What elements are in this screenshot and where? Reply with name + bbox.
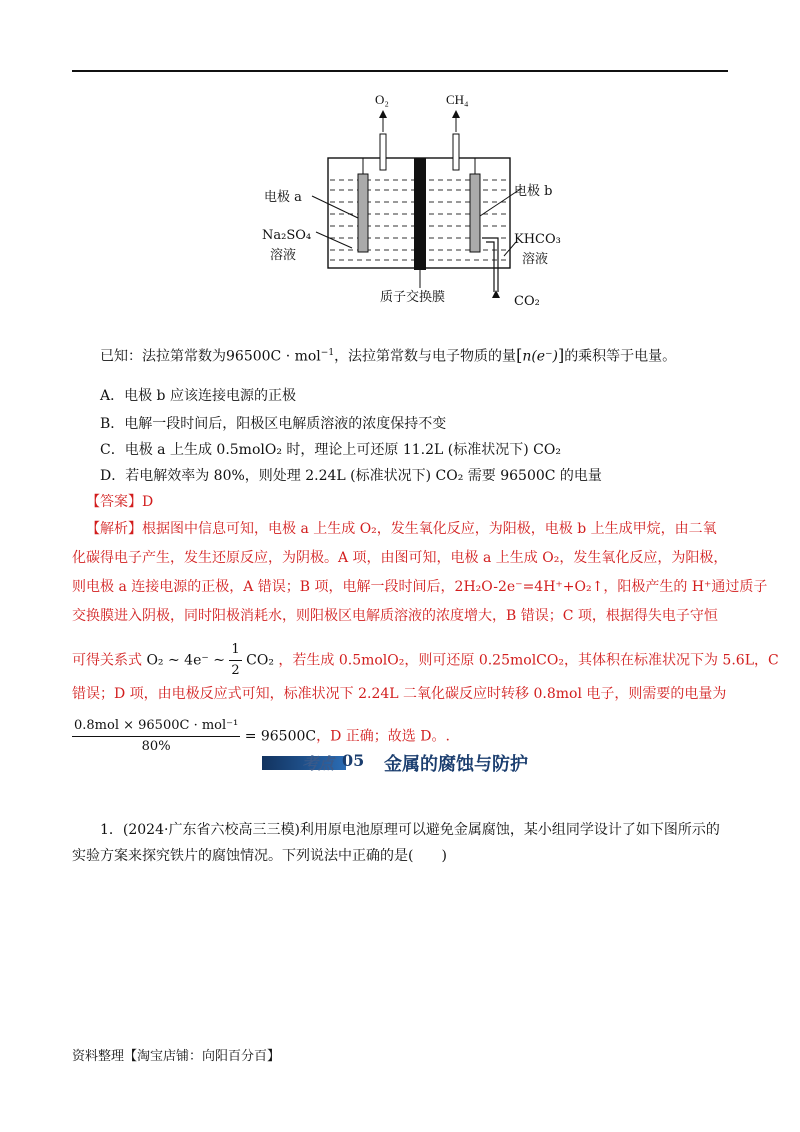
electrode-b: [470, 174, 480, 252]
analysis-line-7: $\frac{\text{0.8mol × 96500C · mol⁻¹}}{80\%}$ = 96500C，D 正确；故选 D。.: [74, 718, 450, 754]
option-b: B．电解一段时间后，阳极区电解质溶液的浓度保持不变: [100, 416, 447, 432]
heading-kaodian: 考点: [302, 754, 335, 773]
label-o2: O₂: [375, 92, 389, 107]
analysis-line-2: 化碳得电子产生，发生还原反应，为阴极。A 项，由图可知，电极 a 上生成 O₂，发生氧化反应，为阳极，: [72, 550, 728, 566]
label-electrode-a: 电极 a: [264, 190, 302, 205]
membrane: [414, 158, 426, 270]
label-co2: CO₂: [514, 294, 540, 309]
option-c: C．电极 a 上生成 0.5molO₂ 时，理论上可还原 11.2L (标准状况下) CO₂: [100, 442, 561, 458]
label-ch4: CH₄: [446, 92, 469, 107]
label-solution-left: 溶液: [270, 248, 297, 263]
answer: 【答案】D: [86, 494, 154, 510]
known-line: 已知：法拉第常数为96500C · mol$^{-1}$，法拉第常数与电子物质的量[n(e⁻)]的乘积等于电量。: [100, 345, 677, 365]
heading-number: 05: [342, 751, 365, 770]
electrolysis-cell-drawing: [260, 92, 560, 314]
label-na2so4: Na₂SO₄: [262, 228, 312, 243]
label-electrode-b: 电极 b: [514, 184, 553, 199]
electrolysis-diagram: [260, 92, 560, 314]
question-line-2: 实验方案来探究铁片的腐蚀情况。下列说法中正确的是( ): [72, 848, 447, 864]
section-heading: [262, 748, 562, 778]
option-a: A．电极 b 应该连接电源的正极: [100, 388, 296, 404]
label-solution-right: 溶液: [522, 252, 549, 267]
label-khco3: KHCO₃: [514, 232, 561, 247]
label-membrane: 质子交换膜: [380, 290, 446, 305]
analysis-line-6: 错误；D 项，由电极反应式可知，标准状况下 2.24L 二氧化碳反应时转移 0.8mol 电子，则需要的电量为: [72, 686, 727, 702]
analysis-line-3: 则电极 a 连接电源的正极，A 错误；B 项，电解一段时间后，2H₂O-2e⁻=4H⁺+O₂↑，阳极产生的 H⁺通过质子: [72, 579, 768, 595]
analysis-line-5: 可得关系式 O₂ ~ 4e⁻ ~ $\frac{1}{2}$ CO₂ ，若生成 0.5molO₂，则可还原 0.25molCO₂，其体积在标准状况下为 5.6L，C: [72, 642, 779, 678]
question-line-1: 1．(2024·广东省六校高三三模)利用原电池原理可以避免金属腐蚀，某小组同学设计了如下图所示的: [100, 822, 720, 838]
header-rule: [72, 70, 728, 72]
footer: 资料整理【淘宝店铺：向阳百分百】: [72, 1049, 281, 1064]
analysis-line-4: 交换膜进入阴极，同时阳极消耗水，则阳极区电解质溶液的浓度增大，B 错误；C 项，根据得失电子守恒: [72, 608, 718, 624]
analysis-line-1: 【解析】根据图中信息可知，电极 a 上生成 O₂，发生氧化反应，为阳极，电极 b 上生成甲烷，由二氧: [86, 521, 717, 537]
option-d: D．若电解效率为 80%，则处理 2.24L (标准状况下) CO₂ 需要 96500C 的电量: [100, 468, 602, 484]
heading-title: 金属的腐蚀与防护: [384, 754, 528, 775]
electrode-a: [358, 174, 368, 252]
